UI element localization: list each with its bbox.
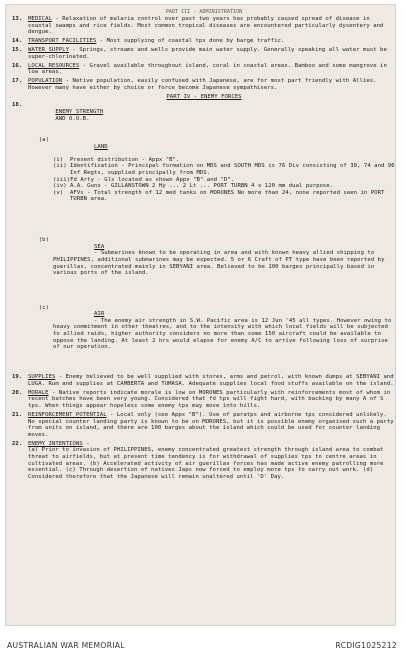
numbered-item [12, 412, 396, 438]
item-text: - Enemy believed to be well supplied with stores, arms and petrol, with known dumps at SEBYANI and LUGA. Rum and supplies at CAMBERTA and TUMASA. Adequate supplies local food stuffs available on the island. [28, 374, 398, 387]
subsection-land [28, 136, 399, 216]
item-title: ENEMY STRENGTH [55, 109, 104, 116]
item-number: 21. [12, 412, 23, 419]
subsection-sea [28, 237, 396, 283]
item-title: MORALE [28, 389, 49, 396]
item-title: LOCAL RESOURCES [28, 62, 80, 69]
roman-numeral: (iii) [53, 176, 71, 183]
part-heading: PART IV - ENEMY FORCES [166, 93, 242, 100]
land-row [53, 177, 396, 184]
item-title: MEDICAL [28, 16, 52, 22]
item-number: 17. [12, 78, 23, 85]
numbered-item [12, 63, 396, 76]
item-number: 16. [12, 62, 23, 69]
land-row-text: Present distribution - Appx "B". [70, 156, 180, 163]
numbered-item [12, 38, 396, 45]
roman-numeral: (v) [53, 189, 64, 196]
items-section-2 [12, 374, 396, 480]
archive-name: AUSTRALIAN WAR MEMORIAL [7, 641, 125, 650]
item-title: POPULATION [28, 78, 63, 85]
land-row-text: A.A. Guns - GILLANSTOWN 2 Hy ... 2 Lt ... PORT TURBN 4 x 120 mm dual purpose. [70, 183, 334, 190]
item-18 [12, 102, 399, 371]
item-text: - Relaxation of malaria control over past two years has probably caused spread of disease in coastal swamps and rice fields. Most common tropical diseases are encountered particularly dysentery and dengue. [28, 16, 387, 36]
sub-text: - Submarines known to be operating in area and with known heavy allied shipping to PHILIPPINES, additional submarines may be expected. 5 or 6 Craft of PT type have been reported by guerillas, concentrated mainly in SEBYANI area. Believed to be 100 barges principally based in various ports of the island. [53, 250, 388, 277]
item-number: 13. [12, 16, 23, 22]
header-fragment: PART III - ADMINISTRATION [165, 9, 243, 15]
item-text: - (a) Prior to invasion of PHILIPPINES, enemy concentrated greatest strength through island area to combat threat to airfields, but at present time tendency is for withdrawal of supplies tps to centre areas in cultivated areas. (b) Accelerated activity of air guerillas forces has made active enemy patrolling more essential. (c) Through desertion of natives Japs now forced to employ more tps to carry out work. (d) Considered therefore that the Japanese will remain unaltered until 'D' Day. [28, 440, 384, 480]
sub-letter: (a) [38, 136, 49, 143]
item-number: 19. [12, 374, 23, 381]
item-title: TRANSPORT FACILITIES [28, 38, 97, 45]
land-row [53, 183, 396, 190]
sub-letter: (c) [38, 304, 49, 311]
numbered-item [12, 47, 396, 60]
item-text: - Local only (see Appx "B"). Use of paratps and airborne tps considered unlikely. No special counter landing party is known to be on MORONES, but it is possible enemy organised such a party from units on island, and there are 100 barges about the island which could be used for counter landing moves. [28, 412, 398, 438]
roman-numeral: (i) [53, 156, 64, 163]
roman-numeral: (iv) [53, 183, 67, 190]
numbered-item [12, 374, 396, 387]
item-title-suffix: AND O.O.B. [55, 115, 90, 122]
item-title: REINFORCEMENT POTENTIAL [28, 412, 107, 419]
document-body [12, 9, 399, 483]
land-row-text: AFVs - Total strength of 12 med tanks on MORONES No more than 24, none reported seen in PORT TURBN area. [70, 189, 388, 203]
land-row [53, 190, 396, 203]
item-title: WATER SUPPLY [28, 47, 70, 54]
numbered-item [12, 78, 396, 91]
archive-reference: RCDIG1025212 [335, 641, 397, 650]
item-text: - Most supplying of coastal tps done by barge traffic. [99, 38, 285, 45]
sub-label: SEA [94, 243, 105, 250]
document-page [5, 4, 399, 626]
land-row-text: Identification - Principal formation on MDS and SOUTH MDS is 76 Div consisting of 30, 74 and 96 Inf Regts, supplied principally from MDS. [70, 163, 399, 176]
archive-footer [0, 629, 405, 654]
land-row [53, 157, 396, 164]
item-number: 20. [12, 389, 23, 396]
sub-letter: (b) [38, 237, 49, 244]
land-row [53, 163, 399, 176]
land-rows [53, 156, 399, 203]
item-text: - Native reports indicate morale is low on MORONES particularly with reinforcements most of whom in recent batches have been very young. Considered that fd tps will fight hard, with backing by many A of S tps. When things appear hopeless some enemy tps may move into hills. [28, 389, 394, 410]
item-number: 15. [12, 47, 23, 54]
subsection-air [28, 305, 396, 358]
items-section-1 [12, 16, 396, 92]
land-row-text: Fd Arty - Gls located as shown Appx "B" and "D". [70, 176, 235, 183]
sub-label: AIR [94, 311, 105, 318]
sub-text: - The enemy air strength in S.W. Pacific area is 12 Jun '45 all types. However owing to heavy commitment in other theatres, and to the intensity with which local fields will be subjected to allied raids, higher authority considers no more than some 150 aircraft could be available to oppose the landing. At least 2 hrs would elapse for enemy A/C to arrive following loss of surprise of our operation. [53, 317, 395, 351]
item-title: SUPPLIES [28, 374, 56, 381]
numbered-item [12, 16, 396, 36]
roman-numeral: (ii) [53, 163, 67, 170]
item-text: - Springs, streams and wells provide main water supply. Generally speaking all water must be super-chlorinated. [28, 47, 391, 60]
item-text: - Native population, easily confused with Japanese, are for most part friendly with Allies. However many have either by choice or force become Japanese sympathisers. [28, 78, 381, 91]
numbered-item [12, 390, 396, 410]
item-number: 18. [12, 102, 23, 109]
item-number: 22. [12, 440, 23, 447]
sub-label: LAND [94, 143, 108, 150]
item-number: 14. [12, 38, 23, 45]
item-title: ENEMY INTENTIONS [28, 440, 83, 447]
item-text: - Gravel available throughout island, coral in coastal areas. Bamboo and some mangrove in low areas. [28, 62, 391, 76]
numbered-item [12, 441, 396, 481]
